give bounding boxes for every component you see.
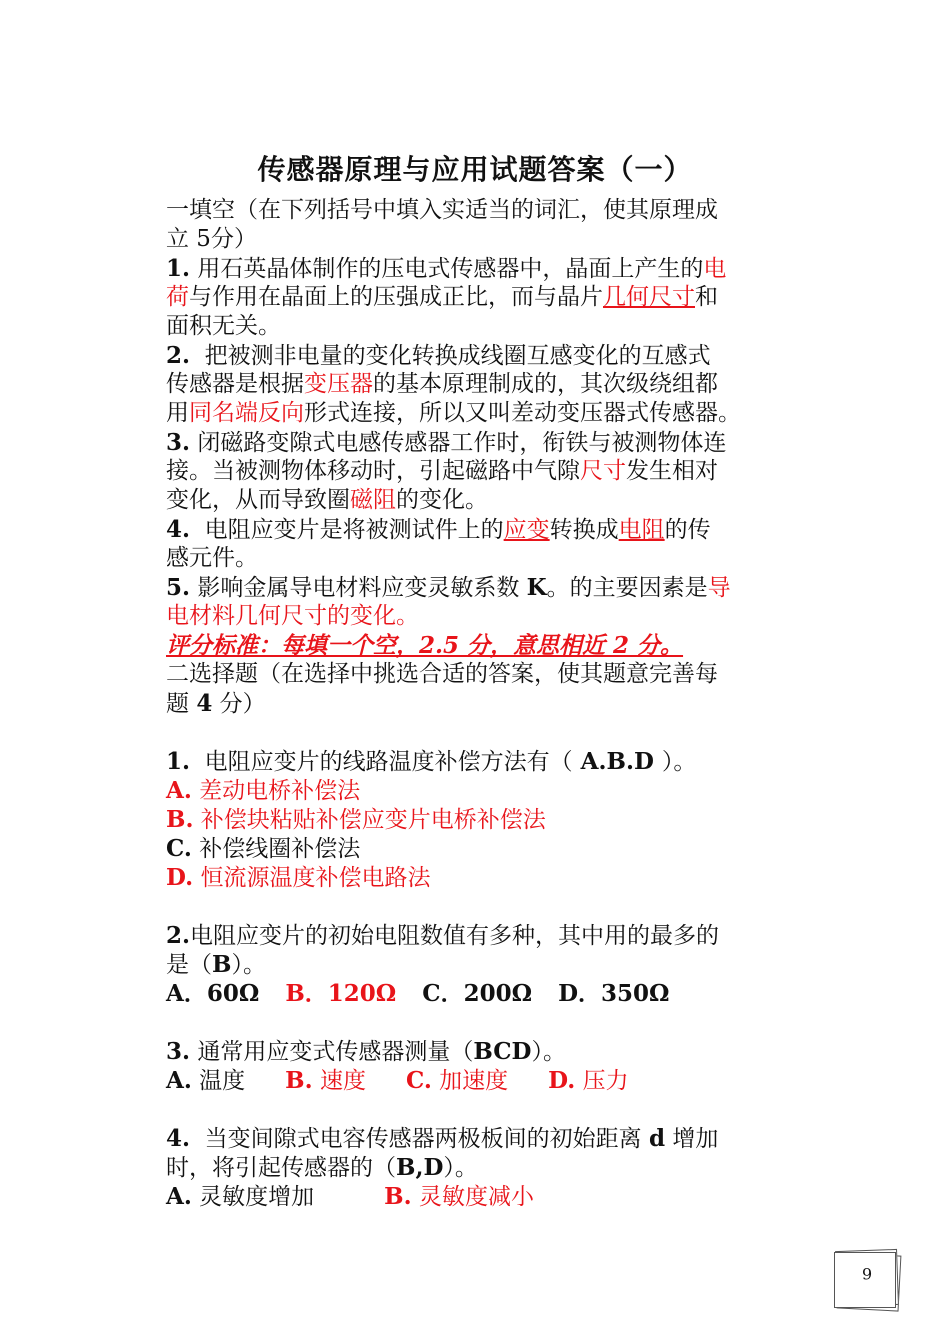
question-text: 传感器是根据 <box>166 371 304 397</box>
fill-question-4 <box>166 515 788 544</box>
question-text: 把被测非电量的变化转换成线圈互感变化的互感式 <box>204 343 711 369</box>
option-d <box>166 863 788 892</box>
question-text: 时，将引起传感器的（ <box>166 1155 396 1181</box>
question-text: 是（ <box>166 952 212 978</box>
answer-text: 同名端反向 <box>189 400 304 426</box>
option-label: A. <box>166 1067 192 1094</box>
question-text: 闭磁路变隙式电感传感器工作时，衔铁与被测物体连 <box>197 430 727 456</box>
answer-text: 荷 <box>166 284 189 310</box>
option-c <box>166 834 788 863</box>
fill-question-2 <box>166 341 788 370</box>
document-body <box>166 196 788 1211</box>
question-text: 的基本原理制成的，其次级绕组都 <box>373 371 718 397</box>
option-label: B. <box>384 1183 412 1210</box>
question-number: 5. <box>166 574 191 601</box>
choice-options-row <box>166 979 788 1008</box>
question-text: 的传 <box>664 517 711 543</box>
question-text: 与作用在晶面上的压强成正比，而与晶片 <box>189 284 603 310</box>
option-a: A．60Ω <box>166 980 260 1007</box>
question-text: 当变间隙式电容传感器两极板间的初始距离 <box>204 1126 649 1152</box>
answer-text: 导 <box>707 575 731 601</box>
variable-k: K <box>526 574 547 601</box>
option-text: 恒流源温度补偿电路法 <box>200 865 431 891</box>
question-text: 转换成 <box>549 517 619 543</box>
answer-text: 磁阻 <box>350 487 396 513</box>
option-label: D. <box>166 864 194 891</box>
page-title: 传感器原理与应用试题答案（一） <box>257 153 693 186</box>
option-label: A. <box>166 777 192 804</box>
option-c: C．200Ω <box>422 980 533 1007</box>
answer-text: 电材料几何尺寸的变化。 <box>166 603 419 629</box>
option-a <box>166 776 788 805</box>
section1-heading <box>166 196 788 225</box>
option-label: A. <box>166 1183 192 1210</box>
answer-key: B <box>212 951 232 978</box>
option-d: D．350Ω <box>558 980 670 1007</box>
question-number: 4. <box>166 516 191 543</box>
choice-question-1 <box>166 747 788 776</box>
question-text: ）。 <box>531 1039 566 1065</box>
answer-text: 应变 <box>503 517 550 543</box>
section1-heading-line2: 立 5分） <box>166 226 257 252</box>
option-label: B. <box>285 1067 313 1094</box>
option-label: C. <box>405 1067 432 1094</box>
choice-question-3 <box>166 1037 788 1066</box>
question-text: 变化，从而导致圈 <box>166 487 350 513</box>
section2-heading <box>166 660 788 689</box>
scoring-text: 评分标准：每填一个空，2.5 分，意思相近 2 分。 <box>166 632 684 659</box>
choice-question-4 <box>166 1124 788 1153</box>
option-a: 灵敏度增加 <box>199 1184 315 1210</box>
section2-heading-line2-end: 分） <box>212 691 266 717</box>
question-text: 电阻应变片是将被测试件上的 <box>204 517 504 543</box>
answer-key: B,D <box>396 1154 444 1181</box>
question-text: 用 <box>166 400 189 426</box>
option-b: 速度 <box>319 1068 366 1094</box>
choice-options-row <box>166 1182 788 1211</box>
question-text: ）。 <box>443 1155 478 1181</box>
question-text: 电阻应变片的线路温度补偿方法有（ <box>204 749 573 775</box>
page-number: 6 <box>861 1264 873 1283</box>
option-c: 加速度 <box>439 1068 509 1094</box>
option-a: 温度 <box>199 1068 246 1094</box>
option-text: 差动电桥补偿法 <box>199 778 361 804</box>
option-b: 灵敏度减小 <box>418 1184 534 1210</box>
fill-question-5 <box>166 573 788 602</box>
question-number: 1. <box>166 255 191 282</box>
question-text: 形式连接，所以又叫差动变压器式传感器。 <box>304 400 741 426</box>
variable-d: d <box>648 1125 666 1152</box>
question-text: 的变化。 <box>396 487 488 513</box>
choice-question-2 <box>166 921 788 950</box>
answer-key: BCD <box>473 1038 532 1065</box>
question-number: 4. <box>166 1125 191 1152</box>
choice-options-row <box>166 1066 788 1095</box>
question-number: 2. <box>166 922 191 949</box>
fill-question-1 <box>166 254 788 283</box>
question-text: ）。 <box>661 749 697 775</box>
question-number: 3. <box>166 429 191 456</box>
scoring-note <box>166 631 788 660</box>
question-text: 和 <box>695 284 718 310</box>
question-text: 感元件。 <box>166 545 258 571</box>
option-d: 压力 <box>582 1068 629 1094</box>
answer-text: 变压器 <box>304 371 373 397</box>
answer-text: 电 <box>703 256 727 282</box>
question-text: 。的主要因素是 <box>546 575 708 601</box>
question-text: 增加 <box>665 1126 719 1152</box>
answer-text: 几何尺寸 <box>603 284 695 310</box>
answer-key: A.B.D <box>572 748 662 775</box>
option-label: D. <box>548 1067 576 1094</box>
question-text: 发生相对 <box>626 458 718 484</box>
answer-text: 尺寸 <box>580 458 626 484</box>
option-b <box>166 805 788 834</box>
section2-heading-line2: 题 <box>166 691 197 717</box>
question-number: 2. <box>166 342 191 369</box>
question-number: 3. <box>166 1038 191 1065</box>
option-text: 补偿线圈补偿法 <box>199 836 361 862</box>
question-text: 接。当被测物体移动时，引起磁路中气隙 <box>166 458 580 484</box>
question-text: 面积无关。 <box>166 313 281 339</box>
question-number: 1. <box>166 748 191 775</box>
question-text: 通常用应变式传感器测量（ <box>197 1039 474 1065</box>
question-text: 影响金属导电材料应变灵敏系数 <box>197 575 527 601</box>
section1-heading-line1: 一填空（在下列括号中填入实适当的词汇，使其原理成 <box>166 197 718 223</box>
option-label: C. <box>166 835 192 862</box>
answer-text: 电阻 <box>618 517 665 543</box>
question-text: 电阻应变片的初始电阻数值有多种，其中用的最多的 <box>190 923 720 949</box>
option-b: B．120Ω <box>285 980 397 1007</box>
points-value: 4 <box>196 690 213 717</box>
question-text: ）。 <box>231 952 266 978</box>
fill-question-3 <box>166 428 788 457</box>
option-text: 补偿块粘贴补偿应变片电桥补偿法 <box>200 807 546 833</box>
question-text: 用石英晶体制作的压电式传感器中，晶面上产生的 <box>197 256 704 282</box>
section2-heading-line1: 二选择题（在选择中挑选合适的答案，使其题意完善每 <box>166 661 718 687</box>
option-label: B. <box>166 806 194 833</box>
